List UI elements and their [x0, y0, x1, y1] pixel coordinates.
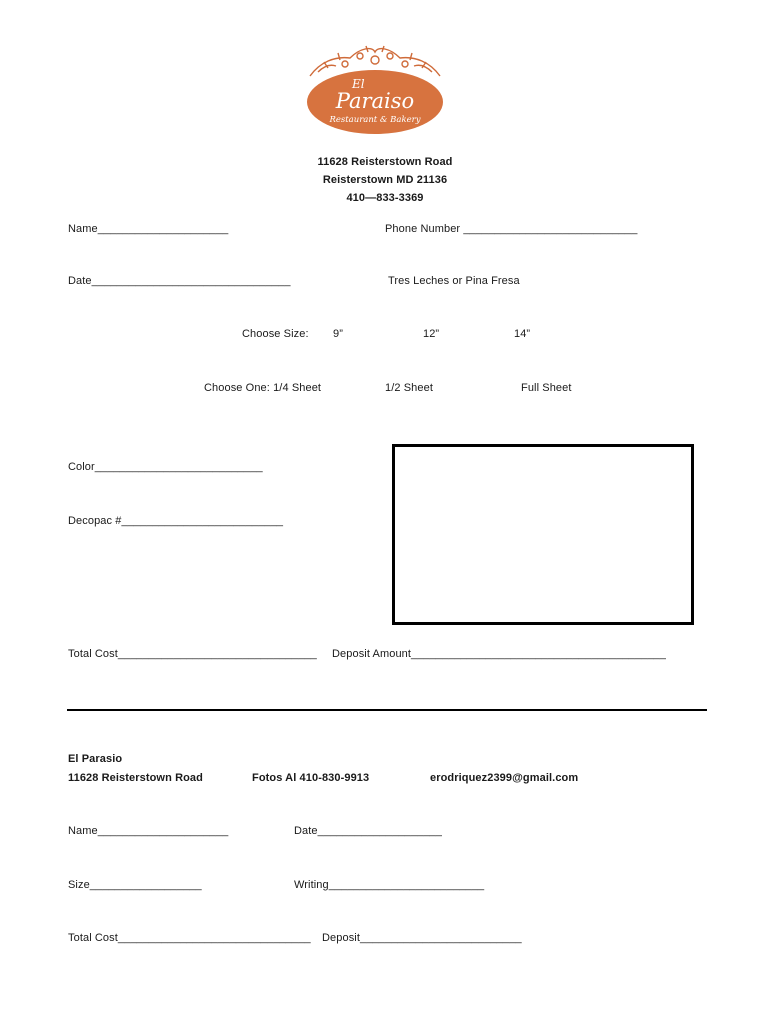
receipt-name-field[interactable]: Name_____________________ — [68, 825, 229, 837]
receipt-address: 11628 Reisterstown Road — [68, 772, 203, 784]
logo-name-line1: El — [352, 77, 365, 91]
flavor-options[interactable]: Tres Leches or Pina Fresa — [388, 275, 520, 287]
receipt-writing-field[interactable]: Writing_________________________ — [294, 879, 485, 891]
header-address-line2: Reisterstown MD 21136 — [322, 174, 448, 186]
header-address-line1: 11628 Reisterstown Road — [317, 156, 453, 168]
receipt-email: erodriquez2399@gmail.com — [430, 772, 579, 784]
name-field[interactable]: Name_____________________ — [68, 223, 229, 235]
color-field[interactable]: Color___________________________ — [68, 461, 263, 473]
header-phone: 410—833-3369 — [346, 192, 424, 204]
photo-box[interactable] — [392, 444, 694, 625]
sheet-option-half[interactable]: 1/2 Sheet — [385, 382, 433, 394]
decopac-field[interactable]: Decopac #__________________________ — [68, 515, 284, 527]
receipt-phone: Fotos Al 410-830-9913 — [252, 772, 370, 784]
size-option-9[interactable]: 9” — [333, 328, 343, 340]
date-field[interactable]: Date________________________________ — [68, 275, 291, 287]
receipt-date-field[interactable]: Date____________________ — [294, 825, 442, 837]
receipt-total-cost-field[interactable]: Total Cost_______________________________ — [68, 932, 311, 944]
choose-size-label: Choose Size: — [242, 328, 309, 340]
total-cost-field[interactable]: Total Cost________________________________ — [68, 648, 317, 660]
logo-tagline: Restaurant & Bakery — [329, 115, 421, 125]
choose-sheet-label[interactable]: Choose One: 1/4 Sheet — [204, 382, 322, 394]
sheet-option-full[interactable]: Full Sheet — [521, 382, 572, 394]
receipt-deposit-field[interactable]: Deposit__________________________ — [322, 932, 522, 944]
deposit-amount-field[interactable]: Deposit Amount_________________________________________ — [332, 648, 666, 660]
size-option-14[interactable]: 14” — [514, 328, 531, 340]
receipt-business-name: El Parasio — [68, 753, 123, 765]
size-option-12[interactable]: 12” — [423, 328, 440, 340]
logo-name-line2: Paraiso — [335, 89, 415, 113]
phone-number-field[interactable]: Phone Number ____________________________ — [385, 223, 638, 235]
tear-off-divider — [67, 709, 707, 711]
receipt-size-field[interactable]: Size__________________ — [68, 879, 202, 891]
el-paraiso-logo — [300, 42, 450, 138]
